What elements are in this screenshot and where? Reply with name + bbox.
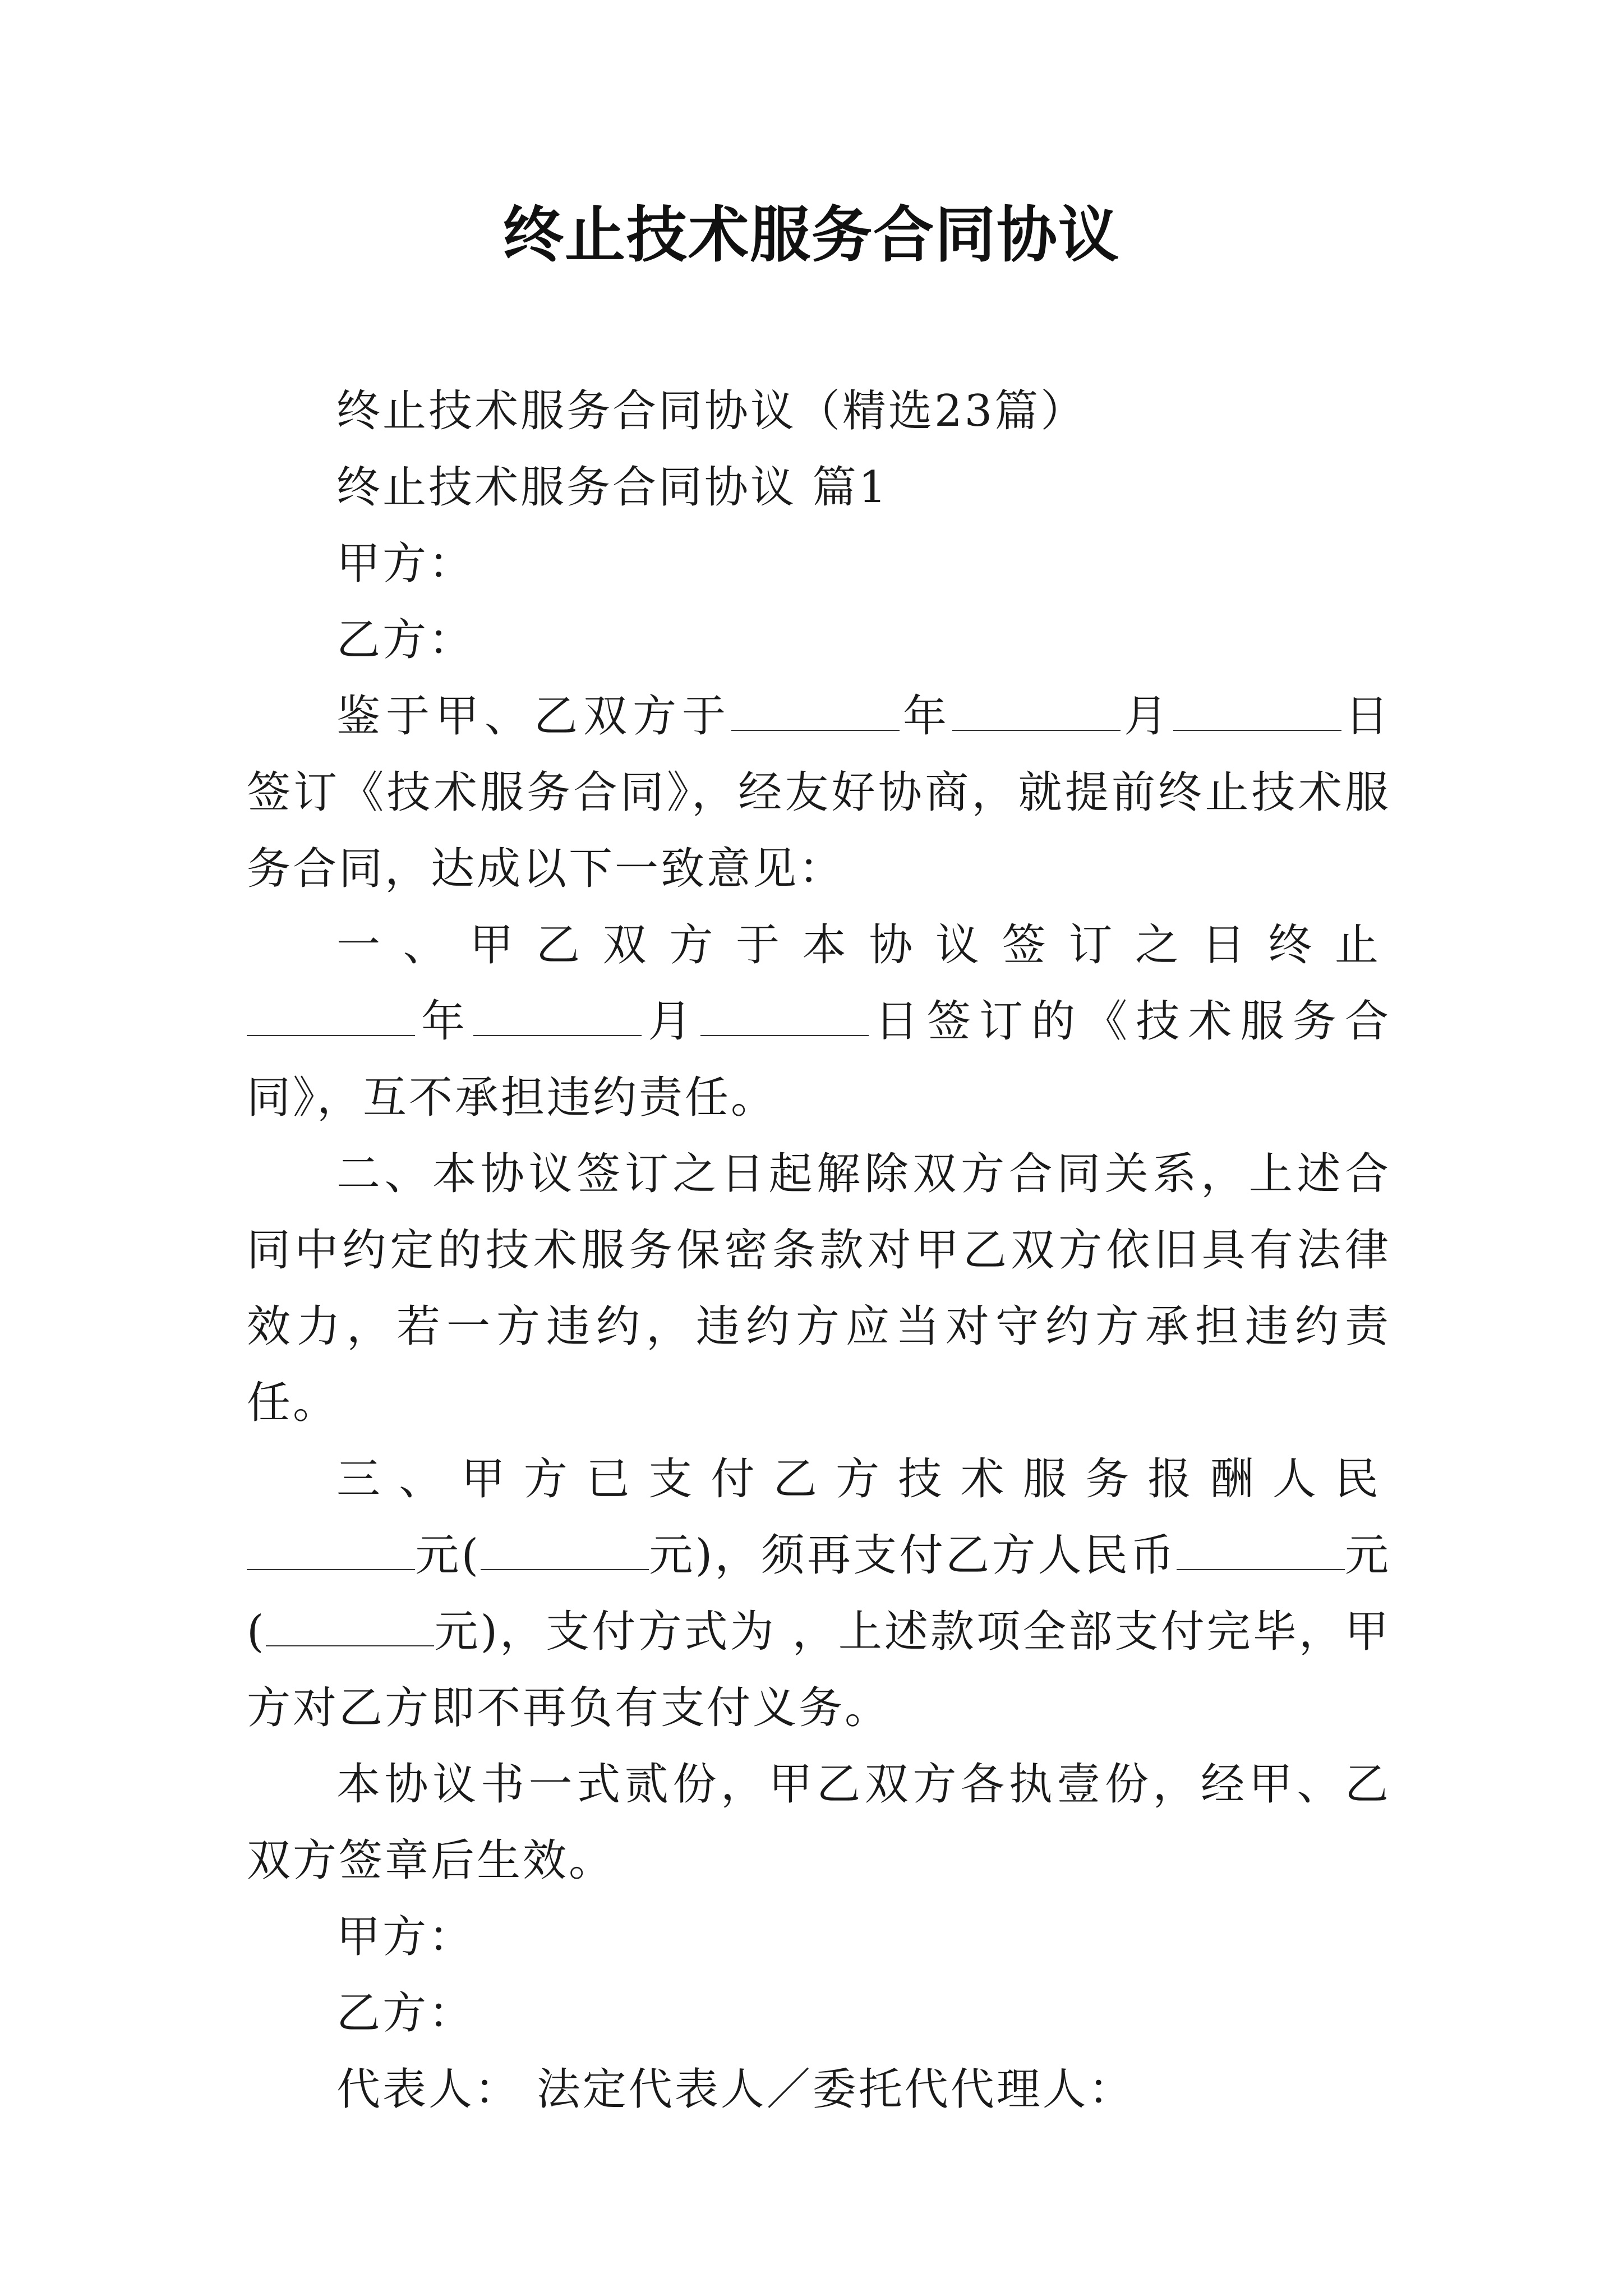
signature-party-b: 乙方： [336, 1988, 475, 2039]
closing-paragraph: 本协议书一式贰份，甲乙双方各执壹份，经甲、乙双方签章后生效。 [247, 1759, 1391, 1886]
document-title: 终止技术服务合同协议 [502, 200, 1120, 270]
party-b-label: 乙方： [336, 615, 475, 665]
clause-3 [247, 1441, 1391, 1746]
clause-3-remaining-words-blank [266, 1608, 434, 1646]
document-subtitle: 终止技术服务合同协议（精选23篇） [336, 386, 1087, 436]
clause-3-open-paren: ( [461, 1530, 481, 1581]
clause-1-year-blank [247, 998, 415, 1036]
party-a-label: 甲方： [336, 539, 475, 589]
document-body [247, 373, 1391, 2128]
clause-3-amount-blank [247, 1532, 415, 1570]
intro-day-blank [1173, 693, 1341, 731]
section-heading: 终止技术服务合同协议 篇1 [336, 462, 889, 513]
clause-3-close-yuan: 元) [649, 1530, 715, 1581]
clause-2: 二、本协议签订之日起解除双方合同关系，上述合同中约定的技术服务保密条款对甲乙双方依旧具有法律效力，若一方违约，违约方应当对守约方承担违约责任。 [247, 1149, 1391, 1428]
clause-3-amount-words-blank [481, 1532, 649, 1570]
signature-representative: 代表人： 法定代表人／委托代代理人： [336, 2064, 1135, 2115]
clause-3-text-3: 元( [247, 1530, 1391, 1657]
clause-1-day-blank [700, 998, 869, 1036]
intro-month-blank [952, 693, 1121, 731]
clause-1-month-blank [473, 998, 642, 1036]
clause-3-text-2: ，须再支付乙方人民币 [714, 1530, 1177, 1581]
clause-1-year-label: 年 [415, 996, 474, 1047]
clause-1-month-label: 月 [642, 996, 700, 1047]
intro-year-label: 年 [899, 691, 952, 742]
clause-1-text-2: 日签订的《技术服务合同》，互不承担违约责任。 [247, 996, 1391, 1123]
intro-month-label: 月 [1120, 691, 1173, 742]
clause-3-text-4: 元)，支付方式为 ，上述款项全部支付完毕，甲方对乙方即不再负有支付义务。 [247, 1607, 1391, 1733]
signature-party-a: 甲方： [336, 1912, 475, 1962]
intro-text-2: 日签订《技术服务合同》，经友好协商，就提前终止技术服务合同，达成以下一致意见： [247, 691, 1391, 894]
intro-year-blank [731, 693, 900, 731]
clause-3-remaining-blank [1177, 1532, 1345, 1570]
clause-3-yuan-label: 元 [415, 1530, 462, 1581]
clause-1-text-1: 一、甲乙双方于本协议签订之日终止 [336, 920, 1391, 970]
clause-1 [247, 907, 1391, 1136]
intro-paragraph [247, 678, 1391, 907]
clause-3-text-1: 三、甲方已支付乙方技术服务报酬人民 [336, 1454, 1391, 1504]
intro-text-1: 鉴于甲、乙双方于 [336, 691, 731, 742]
